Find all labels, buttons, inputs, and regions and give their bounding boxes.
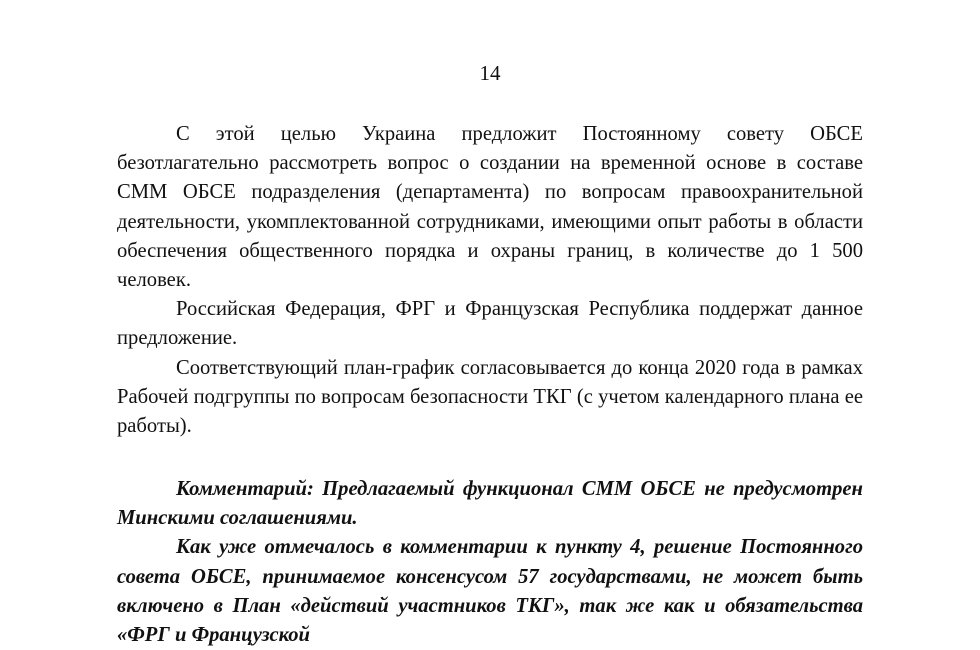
paragraph-support: Российская Федерация, ФРГ и Французская Республика поддержат данное предложение.: [117, 298, 863, 350]
paragraph-ukraine-proposal: С этой целью Украина предложит Постоянному совету ОБСЕ безотлагательно рассмотреть вопрос о создании на временной основе в составе СММ ОБСЕ подразделения (департамента) по вопросам правоохранительной деятельности, укомплектованной сотрудниками, имеющими опыт работы в области обеспечения общественного порядка и охраны границ, в количестве до 1 500 человек.: [117, 123, 863, 292]
paragraph-schedule: Соответствующий план-график согласовывается до конца 2020 года в рамках Рабочей подгруппы по вопросам безопасности ТКГ (с учетом календарного плана ее работы).: [117, 356, 863, 438]
comment-paragraph-2: Как уже отмечалось в комментарии к пункту 4, решение Постоянного совета ОБСЕ, принимаемое консенсусом 57 государствами, не может быть включено в План «действий участников ТКГ», так же как и обязательства «ФРГ и Французской: [117, 536, 863, 647]
comment-paragraph-1: Комментарий: Предлагаемый функционал СММ ОБСЕ не предусмотрен Минскими соглашениями.: [117, 478, 863, 530]
comment-section: [117, 475, 863, 650]
page-number: 14: [479, 61, 501, 85]
main-text: [117, 120, 863, 441]
